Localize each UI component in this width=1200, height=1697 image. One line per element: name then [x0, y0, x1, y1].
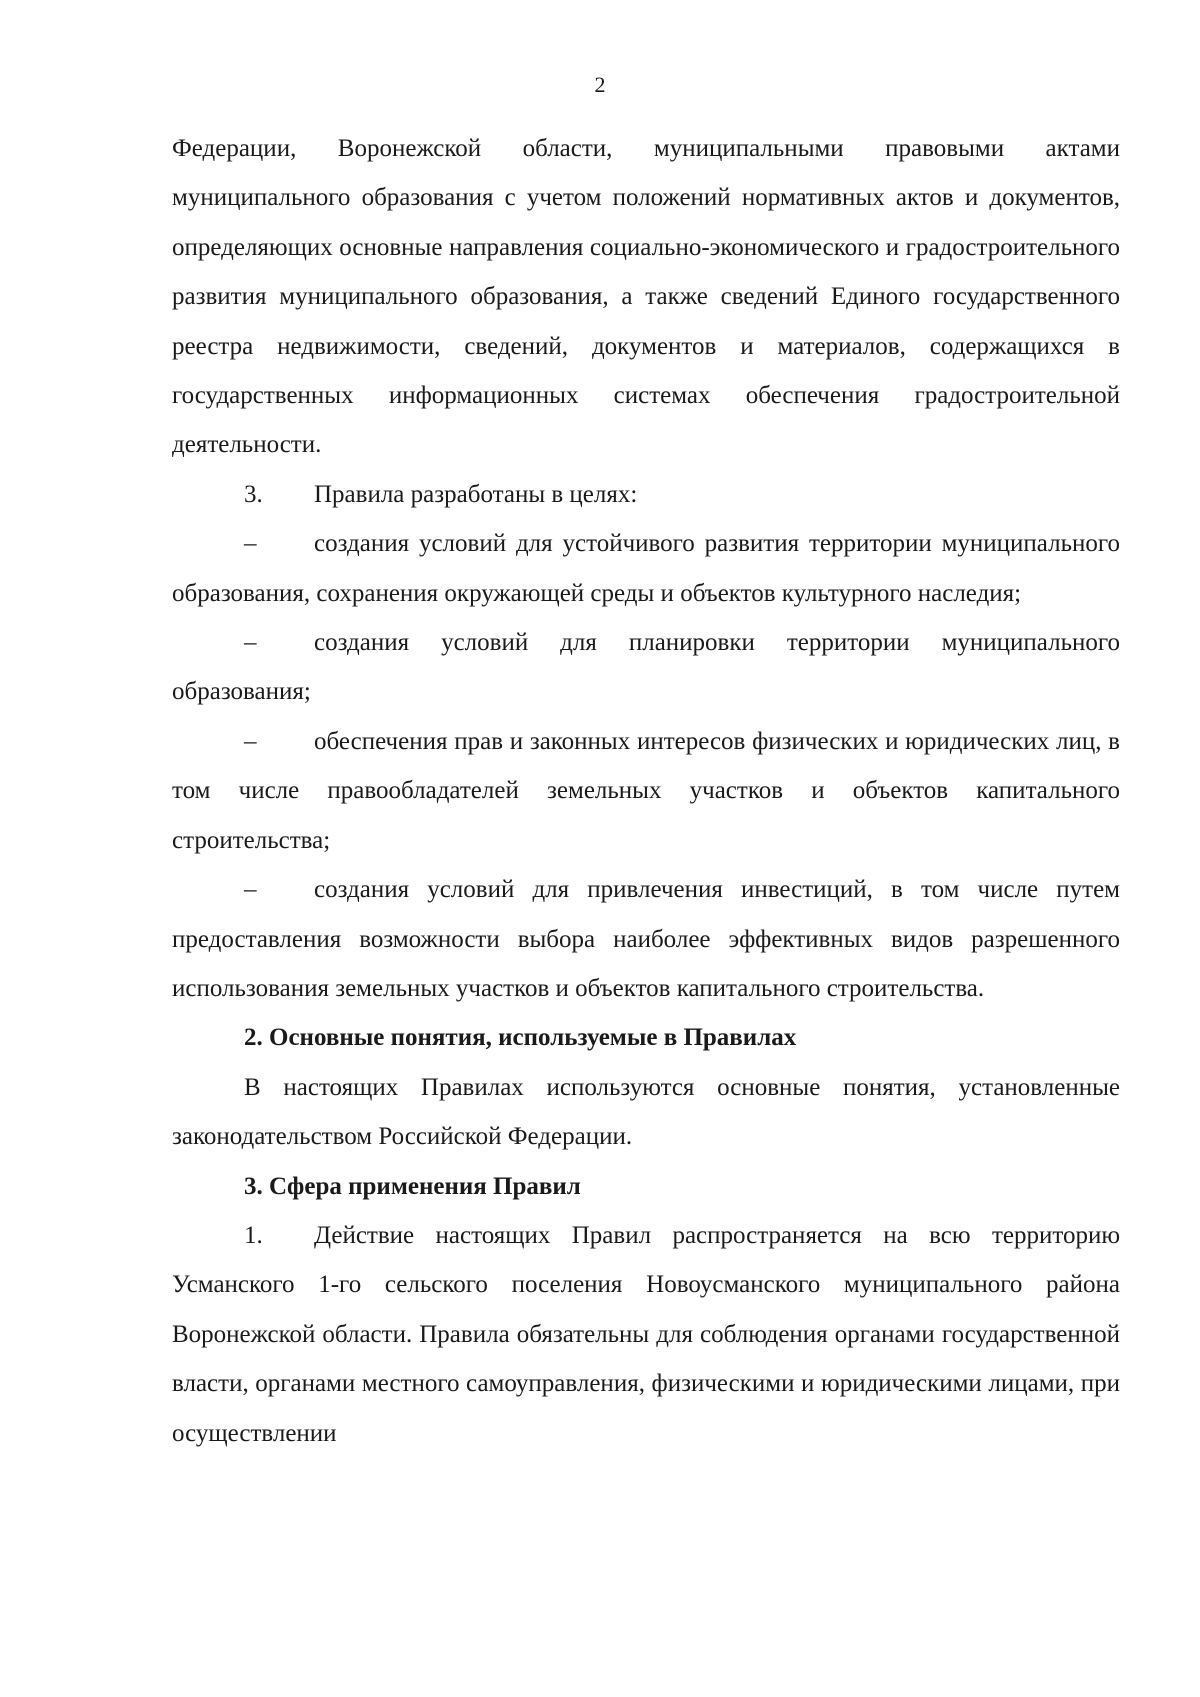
- dash-marker: –: [244, 629, 257, 657]
- dash-item-3: [172, 717, 1120, 865]
- dash-item-4: [172, 865, 1120, 1013]
- section-heading-3: 3. Сфера применения Правил: [244, 1172, 581, 1200]
- dash-item-text: обеспечения прав и законных интересов физических и юридических лиц, в том числе правообладателей земельных участков и объектов капитального строительства;: [172, 727, 1120, 854]
- dash-marker: –: [244, 727, 257, 755]
- document-body: [172, 124, 1120, 1458]
- page-number: 2: [594, 72, 606, 97]
- dash-marker: –: [244, 876, 257, 904]
- list-item-text: Действие настоящих Правил распространяется на всю территорию Усманского 1-го сельского поселения Новоусманского муниципального района Воронежской области. Правила обязательны для соблюдения органами государственной власти, органами местного самоуправления, физическими и юридическими лицами, при осуществлении: [172, 1221, 1120, 1447]
- dash-item-text: создания условий для планировки территории муниципального образования;: [172, 629, 1120, 706]
- list-item-text: Правила разработаны в целях:: [314, 480, 638, 508]
- paragraph-continuation: Федерации, Воронежской области, муниципальными правовыми актами муниципального образования с учетом положений нормативных актов и документов, определяющих основные направления социально-экономического и градостроительного развития муниципального образования, а также сведений Единого государственного реестра недвижимости, сведений, документов и материалов, содержащихся в государственных информационных системах обеспечения градостроительной деятельности.: [172, 135, 1120, 459]
- dash-item-text: создания условий для привлечения инвестиций, в том числе путем предоставления возможности выбора наиболее эффективных видов разрешенного использования земельных участков и объектов капитального строительства.: [172, 876, 1120, 1002]
- list-marker: 3.: [244, 480, 263, 508]
- dash-item-1: [172, 519, 1120, 618]
- section-heading-2: 2. Основные понятия, используемые в Правилах: [244, 1024, 797, 1052]
- dash-marker: –: [244, 530, 257, 558]
- list-item-3: [172, 470, 1120, 519]
- list-marker: 1.: [244, 1221, 263, 1249]
- list-item-1: [172, 1211, 1120, 1458]
- dash-item-text: создания условий для устойчивого развития территории муниципального образования, сохранения окружающей среды и объектов культурного наследия;: [172, 530, 1120, 607]
- dash-item-2: [172, 618, 1120, 717]
- paragraph-concepts: В настоящих Правилах используются основные понятия, установленные законодательством Российской Федерации.: [172, 1073, 1120, 1151]
